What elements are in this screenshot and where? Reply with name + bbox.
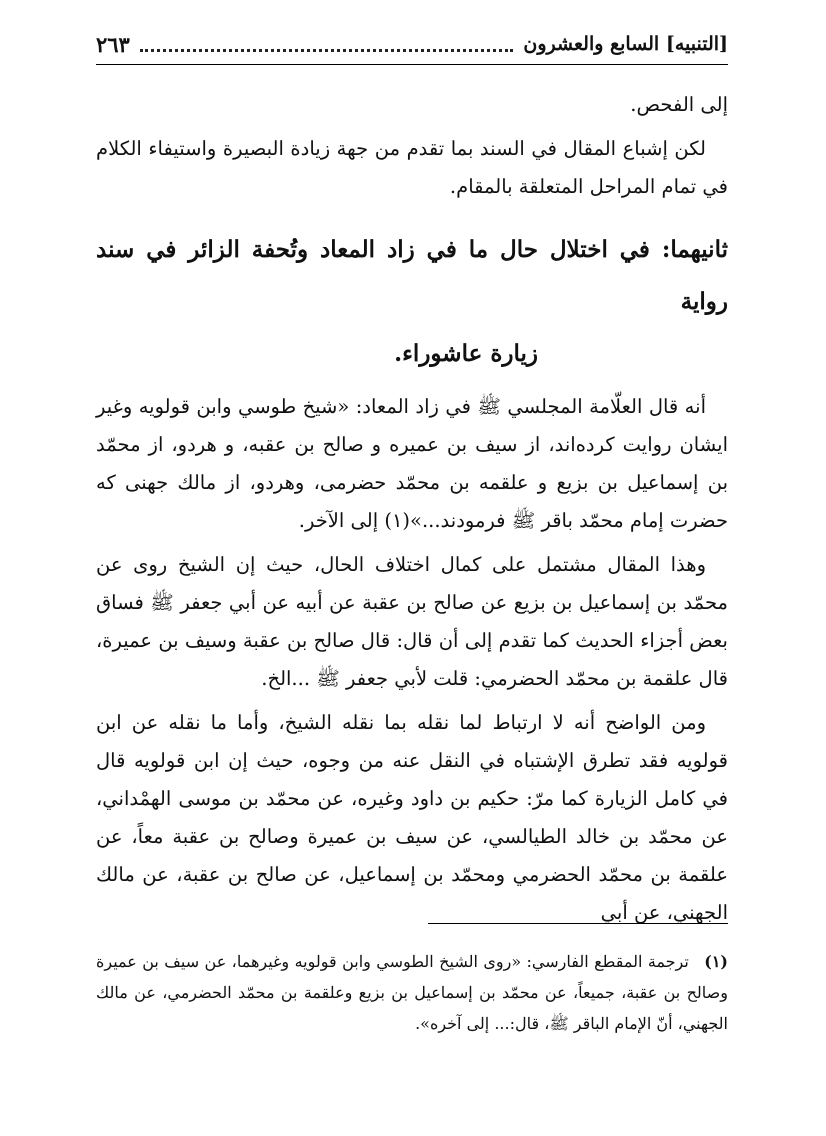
page-number: ٢٦٣	[96, 31, 130, 57]
section-heading	[96, 224, 728, 380]
heading-line: زيارة عاشوراء.	[394, 340, 538, 367]
footnote	[96, 946, 728, 1039]
paragraph: ومن الواضح أنه لا ارتباط لما نقله بما نقله الشيخ، وأما ما نقله عن ابن قولويه فقد تطرق الإشتباه في النقل عنه من وجوه، حيث إن ابن قولويه قال في كامل الزيارة كما مرّ: حكيم بن داود وغيره، عن محمّد بن موسى الهمْداني، عن محمّد بن خالد الطيالسي، عن سيف بن عميرة وصالح بن عقبة معاً، عن علقمة بن محمّد الحضرمي ومحمّد بن إسماعيل، عن صالح بن عقبة، عن مالك الجهني، عن أبي	[96, 711, 728, 924]
footnote-text: ترجمة المقطع الفارسي: «روى الشيخ الطوسي وابن قولويه وغيرهما، عن سيف بن عميرة وصالح بن عقبة، جميعاً، عن محمّد بن إسماعيل بن بزيع وعلقمة بن محمّد الحضرمي، عن مالك الجهني، أنّ الإمام الباقر ﷺ، قال:... إلى آخره».	[96, 952, 728, 1033]
heading-line: ثانيهما: في اختلال حال ما في زاد المعاد وتُحفة الزائر في سند رواية	[96, 236, 728, 315]
main-text	[96, 86, 728, 938]
footnote-number: (١)	[704, 952, 728, 971]
paragraph: إلى الفحص.	[630, 93, 728, 116]
paragraph: أنه قال العلّامة المجلسي ﷺ في زاد المعاد: «شيخ طوسي وابن قولويه وغير ايشان روايت كرده‌اند، از سيف بن عميره و صالح بن عقبه، و هردو، از محمّد بن إسماعيل بن بزيع و علقمه بن محمّد حضرمى، وهردو، از مالك جهنى كه حضرت إمام محمّد باقر ﷺ فرمودند...»(١) إلى الآخر.	[96, 395, 728, 532]
paragraph: لكن إشباع المقال في السند بما تقدم من جهة زيادة البصيرة واستيفاء الكلام في تمام المراحل المتعلقة بالمقام.	[96, 137, 728, 198]
paragraph: وهذا المقال مشتمل على كمال اختلاف الحال، حيث إن الشيخ روى عن محمّد بن إسماعيل بن بزيع عن صالح بن عقبة عن أبيه عن أبي جعفر ﷺ فساق بعض أجزاء الحديث كما تقدم إلى أن قال: قال صالح بن عقبة وسيف بن عميرة، قال علقمة بن محمّد الحضرمي: قلت لأبي جعفر ﷺ ...الخ.	[96, 553, 728, 690]
chapter-title: [التنبيه] السابع والعشرون	[523, 33, 728, 55]
footnote-separator	[428, 923, 728, 924]
header-rule	[96, 64, 728, 65]
leader-dots	[140, 49, 514, 52]
running-header	[96, 30, 728, 58]
